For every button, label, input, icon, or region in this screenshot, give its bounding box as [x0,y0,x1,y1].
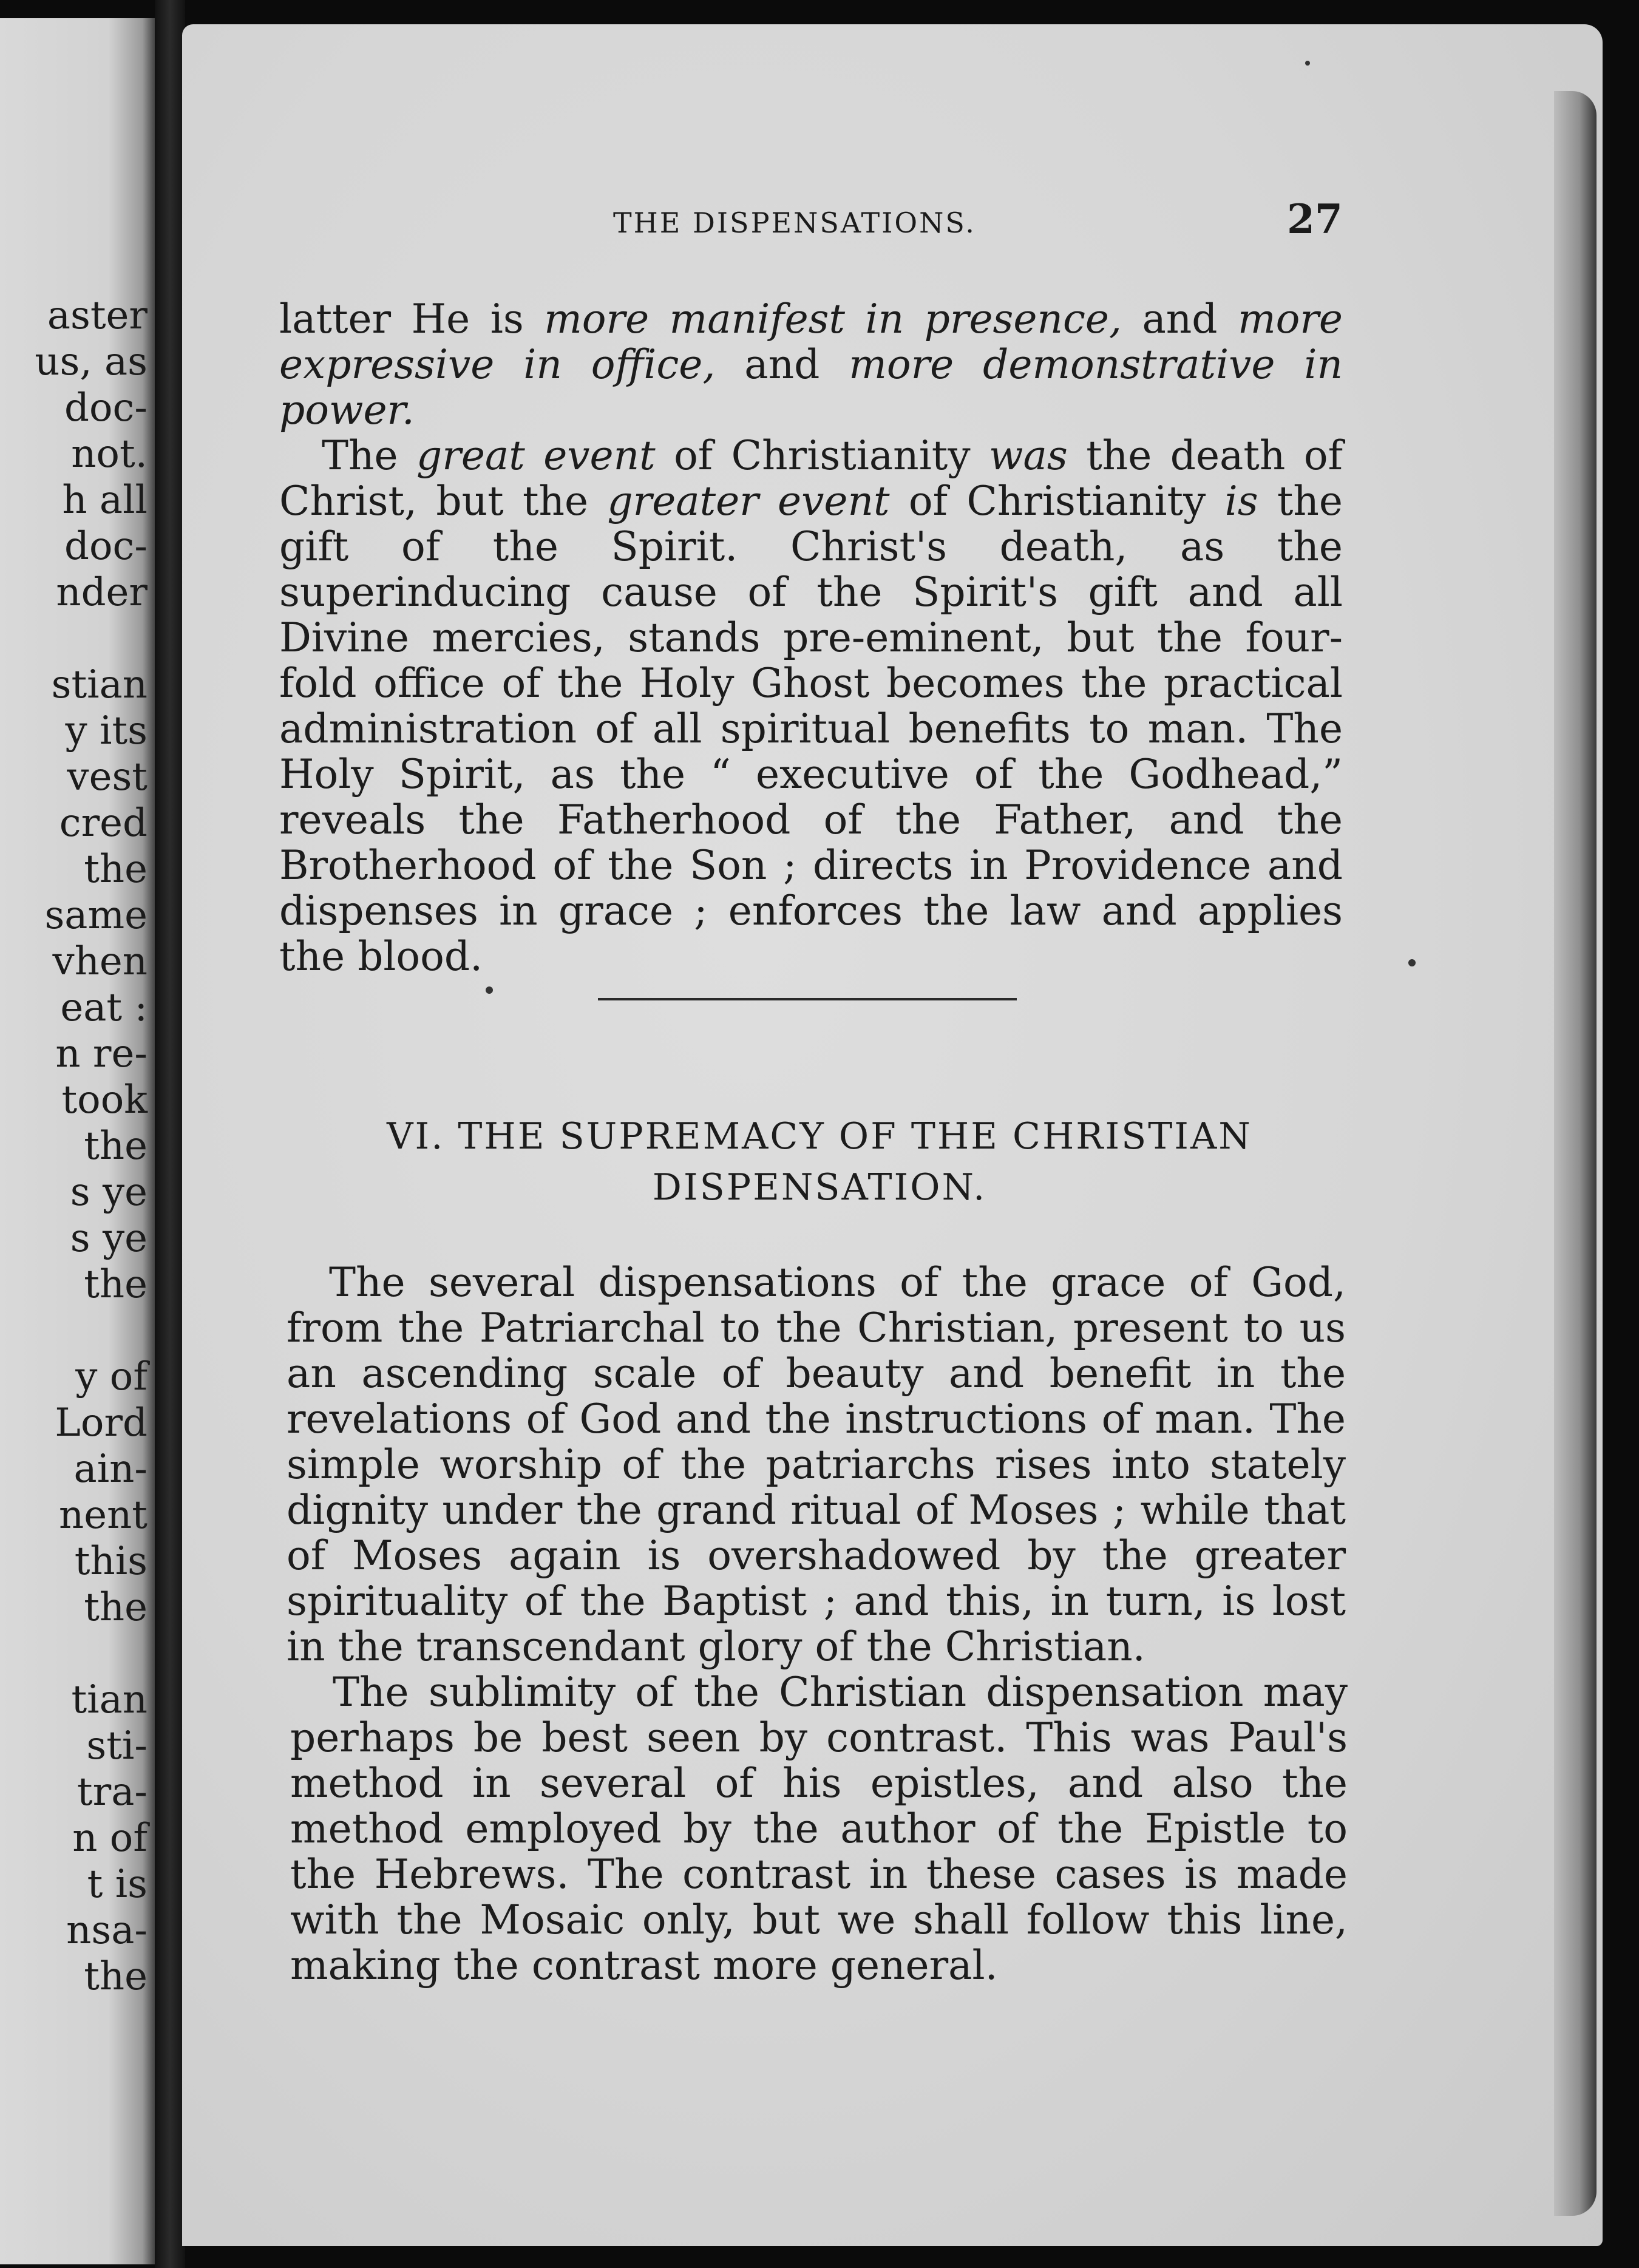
left-page-line: took [61,1078,148,1122]
left-page-line: Lord [55,1401,148,1445]
left-page-line: the [84,1124,148,1169]
left-page-line: doc- [64,524,148,569]
left-page-line: cred [59,801,148,846]
paragraph-dispensations: The several dispensations of the grace of God, from the Patriarchal to the Christian, present to us an ascending scale of beauty and benefit in the revelations of God and the instructions of man. The simple worship of the patriarchs rises into stately dignity under the grand ritual of Moses ; while that of Moses again is overshadowed by the greater spirituality of the Baptist ; and this, in turn, is lost in the transcendant glory of the Christian. [287,1259,1346,1670]
paragraph-sublimity: The sublimity of the Christian dispensation may perhaps be best seen by contrast. This was Paul's method in several of his epistles, and also the method employed by the author of the Epistle to the Hebrews. The contrast in these cases is made with the Mosaic only, but we shall follow this line, making the contrast more general. [290,1669,1348,1989]
running-title: THE DISPENSATIONS. [613,206,976,239]
left-page-line: stian [51,662,148,707]
left-page-line: doc- [64,385,148,430]
left-page-line: eat : [60,985,148,1030]
left-page-line: the [84,1585,148,1630]
left-page-line: t is [87,1862,148,1907]
left-page-line: ain- [73,1447,148,1492]
print-speck [486,986,493,994]
left-page-line: tra- [76,1770,148,1815]
left-page-line: s ye [70,1170,148,1215]
left-page-line: sti- [86,1723,148,1768]
left-page-line: the [84,1262,148,1307]
left-page [0,18,155,2264]
left-page-line: s ye [70,1216,148,1261]
paragraph-great-event: The great event of Christianity was the death of Christ, but the greater event of Christianity is the gift of the Spirit. Christ's death, as the superinducing cause of the Spirit's gift and all Divine mercies, stands pre-eminent, but the four-fold office of the Holy Ghost becomes the practical administration of all spiritual benefits to man. The Holy Spirit, as the “ executive of the Godhead,” reveals the Fatherhood of the Father, and the Brotherhood of the Son ; directs in Providence and dispenses in grace ; enforces the law and applies the blood. [279,432,1343,980]
left-page-line: nsa- [66,1908,148,1953]
section-heading-line1: VI. THE SUPREMACY OF THE CHRISTIAN [387,1115,1252,1158]
book-gutter [155,0,185,2268]
left-page-line: nder [56,570,148,615]
left-page-line: y of [75,1354,148,1399]
left-page-line: the [84,847,148,892]
left-page-line: tian [71,1677,148,1722]
left-page-line: h all [62,478,148,523]
left-page-line: vhen [52,939,148,984]
left-page-line: same [44,893,148,938]
section-heading [328,1111,1311,1213]
section-divider [598,998,1017,1000]
left-page-line: aster [47,293,148,338]
paragraph-continued: latter He is more manifest in presence, and more expressive in office, and more demonstrative in power. The great event of Christianity was the death of Christ, but the greater event of Christianity is the gift of the Spirit. Christ's death, as the superinducing cause of the Spirit's gift and all Divine mercies, stands pre-eminent, but the four-fold office of the Holy Ghost becomes the practical administration of all spiritual benefits to man. The Holy Spirit, as the “ executive of the Godhead,” reveals the Fatherhood of the Father, and the Brotherhood of the Son ; directs in Providence and dispenses in grace ; enforces the law and applies the blood. [279,296,1343,980]
left-page-line: not. [71,432,148,477]
print-speck [1305,61,1310,66]
page-number: 27 [1287,195,1343,243]
left-page-line: y its [65,708,148,753]
left-page-line: nent [58,1493,148,1538]
left-page-line: the [84,1954,148,1999]
left-page-line: n re- [55,1031,148,1076]
left-page-line: vest [67,755,148,800]
left-page-line: us, as [35,339,148,384]
section-heading-line2: DISPENSATION. [652,1166,987,1209]
left-page-line: n of [72,1816,148,1861]
left-page-line: this [74,1539,148,1584]
print-speck [1408,959,1416,966]
page-edge [1554,91,1597,2216]
